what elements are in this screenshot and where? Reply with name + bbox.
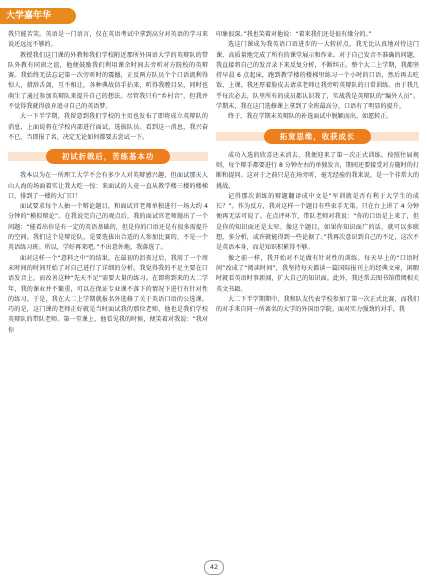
paragraph: 终于，我在学期末英辩队的补选面试中脱颖而出，如愿转正。 bbox=[228, 113, 393, 121]
paragraph: 记得那次训练的辩题翻译成中文是“军训就是否有利于大学生的成长？”。作为反方，我对这样一个题目有些束手无策。只在台上讲了 4 分钟便再无话可说了。在点评环节，带队老师对我说：“你的口语是上来了，但是你的知识面还是太窄。像这个题目，如果你知识面广的话，就可以多联想，多分析，或许就能得到一些论据了。”我再次意识到自己的不足，这次不是英语本身，而是知识积累得不够。 bbox=[216, 192, 419, 252]
paragraph: 我本以为在一所理工大学不会有多少人对英辩感兴趣，但面试那天人山人海的场面着实让我大吃一惊：来面试的人竟一直从教学楼三楼的楼梯口，排到了一楼的大门口！ bbox=[8, 172, 208, 200]
paragraph: 像之前一样，我开始对不足做有针对性的训练。每天早上的“口语时间”改成了“阅读时间”，我坚持每天都读一篇国际报刊上的经典文章，闲暇时就看英语时事新闻，扩大自己的知识面。此外，我还常去图书馆借阅相关英文书籍。 bbox=[216, 254, 419, 293]
paragraph: 教授我们这门课的外教和我们学校附近那所外国语大学的英辩队的带队外教有同窗之谊，他便鼓励我们利用课余时间去旁听对方院校的英辩赛。我始终无法忘记第一次旁听时的震撼，正反两方队员个个口语流利得惊人，措辞舌剑，互不相让，各种典故信手拈来，听得我瞠目呆，同时也萌生了通过参加英辩队来提升自己的想法。尽管我只有“乡村音”，但我并不觉得我就得放弃追寻自己的英语梦。 bbox=[8, 51, 208, 111]
section-heading-title: 初试折戟后，苦练基本功 bbox=[46, 149, 170, 164]
page-number: 42 bbox=[204, 560, 224, 575]
left-column bbox=[8, 30, 208, 336]
paragraph: 大二下半学期期中，我和队友代表学校参加了第一次正式比赛，而我们的对手来自同一所著名的大学的外国语学院。面对实力强劲的对手，我 bbox=[216, 295, 419, 314]
section-heading-title: 拓宽思维，收获成长 bbox=[264, 129, 372, 144]
paragraph: 面对这样一个“意料之中”的结果，在最初的沮丧过后，我用了一个周末时间的时间开始了对自己进行了详细的分析。我觉得我的不足主要在口语发音上，而改善这种“先天不足”需要大量的练习。在即将到来的大二学年，我的课业并不繁重，可以在保证专业课不落下的情况下进行有针对性的练习。于是，我在大二上学期就报名外选修了关于英语口语的公选课。巧的是，这门课的老师正好就是当时面试我的那位老师，他也是我们学校英辩队的带队老师。第一堂课上，他看见我的时候，便笑着对我说：“我对你 bbox=[8, 254, 208, 334]
paragraph: 我只能苦笑。英语是一门语言，仅在英语考试中拿到高分对英语的学习来说还远远不够的。 bbox=[8, 31, 208, 49]
section-heading bbox=[216, 129, 419, 144]
paragraph: 大一下半学期，我留意到我们学校的主页也发布了即将成立英辩队的消息，上面说将在学校内部进行面试，选拔队员。看到这一消息，我兴奋不已，当即报了名，决定无论如何都要去尝试一下。 bbox=[8, 113, 208, 141]
section-heading bbox=[8, 149, 208, 164]
right-column bbox=[216, 30, 419, 315]
paragraph: 面试要求每个人抽一个辩论题目，和面试官老师单独进行一场大约 4 分钟的“模拟辩论”。在我说完自己的观点后，我的面试官老师抛出了一个问题：“能看出你是有一定的英语基础的，但是你的口语还是有很多需提升的空间。我们这个是辩论队，是要选拔出合适的人参加比赛的，不是一个英语练习班。所以，学好再来吧。”不出意外地，我落选了。 bbox=[8, 203, 208, 252]
paragraph: 选这门课成为我英语口语进步的一大转折点。我无比认真地对待这门课，高质量地完成了所有的课堂展示和作业。对于自己发音不准确的问题，我直接将自己的发音录下来反复分析，不断纠正。整个大二上学期，我都坚持早晨 6 点起床，跑到教学楼的楼梯里练习一个小时的口语，然后再去吃饭、上课。我还厚着脸皮去请求老师让我旁听英辩队的日常训练。由于我几乎每次必去，队里所有的成员都认识我了，实战我是英辩队的“编外人员”。学期末，我在这门选修课上拿到了全班最高分，口语有了明显的提升。 bbox=[216, 41, 419, 111]
header-badge: 大学嘉年华 bbox=[0, 8, 76, 24]
paragraph: 印象很深。”我也笑着对他说：“着来我们还是很有缘分的。” bbox=[216, 31, 372, 38]
paragraph: 成功入选的欣喜还未消去，我便迎来了第一次正式训练。按照往届规则，每个辩手都要进行 8 分钟左右的单独发言，期间还要接受对方随时的打断和提问。这对于之前只是在场旁听，毫无经验的我来说，是一个非常大的挑战。 bbox=[216, 151, 419, 190]
